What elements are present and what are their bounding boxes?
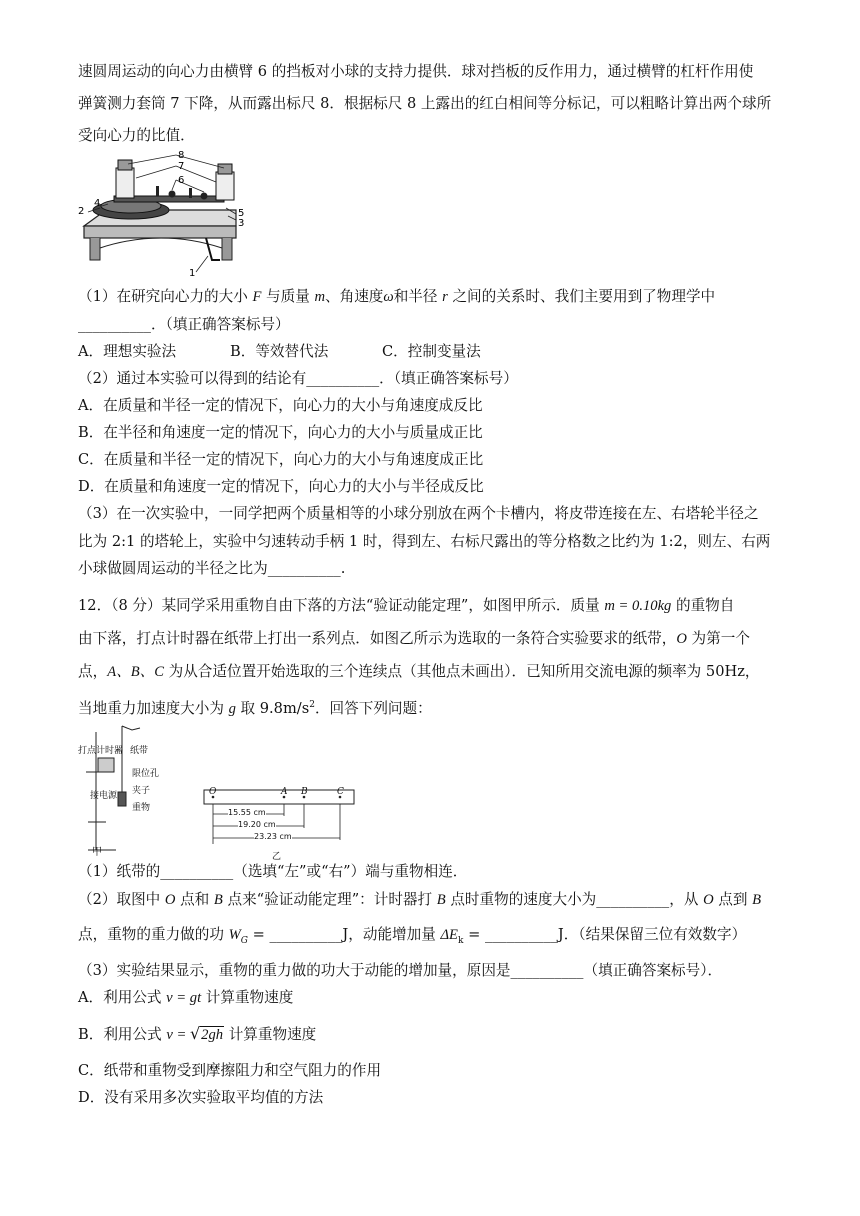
distance-ob: 19.20 cm [238, 820, 276, 829]
label-hole: 限位孔 [132, 769, 160, 779]
option-a: A．理想实验法 [78, 343, 177, 360]
q11-part1-blank: __________．（填正确答案标号） [78, 316, 290, 333]
q11-part2-option-c: C．在质量和半径一定的情况下，向心力的大小与角速度成正比 [78, 451, 484, 468]
fig1-label-4: 4 [94, 198, 101, 209]
option-b: B．等效替代法 [230, 343, 329, 360]
q11-part2-option-a: A．在质量和半径一定的情况下，向心力的大小与角速度成反比 [78, 397, 483, 414]
q12-part3-option-d: D．没有采用多次实验取平均值的方法 [78, 1089, 324, 1106]
label-tape: 纸带 [130, 746, 149, 756]
q11-part1: （1）在研究向心力的大小 F 与质量 m、角速度ω和半径 r 之间的关系时、我们主要用到了物理学中 [78, 288, 716, 305]
q11-part2-option-b: B．在半径和角速度一定的情况下，向心力的大小与质量成正比 [78, 424, 483, 441]
fig1-label-7: 7 [178, 161, 185, 172]
q12-part3-option-b: B．利用公式 v = √2gh 计算重物速度 [78, 1024, 317, 1043]
fig1-label-3: 3 [238, 218, 245, 229]
distance-oa: 15.55 cm [228, 808, 266, 817]
q11-part2: （2）通过本实验可以得到的结论有__________．（填正确答案标号） [78, 370, 518, 387]
tape-point-b: B [301, 787, 308, 797]
label-power: 接电源 [90, 791, 118, 801]
label-weight: 重物 [132, 803, 151, 813]
q12-part3-option-c: C．纸带和重物受到摩擦阻力和空气阻力的作用 [78, 1062, 382, 1079]
intro-line-2: 弹簧测力套筒 7 下降，从而露出标尺 8．根据标尺 8 上露出的红白相间等分标记，可以粗略计算出两个球所 [78, 95, 772, 112]
fig1-label-1: 1 [189, 268, 196, 279]
q12-part2-line1: （2）取图中 O 点和 B 点来“验证动能定理”：计时器打 B 点时重物的速度大小为__________，从 O 点到 B [78, 891, 761, 908]
caption-jia: 甲 [92, 847, 102, 858]
distance-oc: 23.23 cm [254, 832, 292, 841]
q11-part1-options [78, 342, 481, 362]
caption-yi: 乙 [272, 852, 282, 862]
q12-part2-line2: 点，重物的重力做的功 $W_G$ = __________J，动能增加量 $\Delta E_k$ = __________J．（结果保留三位有效数字） [78, 926, 747, 946]
q12-part3-option-a: A．利用公式 v = gt 计算重物速度 [78, 989, 294, 1006]
q12-line1: 12．（8 分）某同学采用重物自由下落的方法“验证动能定理”，如图甲所示．质量 m = 0.10kg 的重物自 [78, 597, 735, 614]
q11-part3-line1: （3）在一次实验中，一同学把两个质量相等的小球分别放在两个卡槽内，将皮带连接在左、右塔轮半径之 [78, 505, 759, 522]
q12-line3: 点，A、B、C 为从合适位置开始选取的三个连续点（其他点未画出）．已知所用交流电源的频率为 50Hz， [78, 663, 760, 680]
intro-line-1: 速圆周运动的向心力由横臂 6 的挡板对小球的支持力提供．球对挡板的反作用力，通过横臂的杠杆作用使 [78, 63, 754, 80]
q12-line4: 当地重力加速度大小为 g 取 $9.8m/s^2$．回答下列问题： [78, 699, 432, 717]
q11-part3-line3: 小球做圆周运动的半径之比为__________. [78, 560, 346, 577]
q12-line2: 由下落，打点计时器在纸带上打出一系列点．如图乙所示为选取的一条符合实验要求的纸带，O 为第一个 [78, 630, 750, 647]
tape-point-o: O [209, 787, 217, 797]
q11-part3-line2: 比为 2:1 的塔轮上，实验中匀速转动手柄 1 时，得到左、右标尺露出的等分格数之比约为 1:2，则左、右两 [78, 533, 771, 550]
option-c: C．控制变量法 [382, 343, 481, 360]
q12-part1: （1）纸带的__________（选填“左”或“右”）端与重物相连． [78, 863, 468, 880]
intro-line-3: 受向心力的比值． [78, 127, 195, 144]
tape-point-a: A [281, 787, 288, 797]
q11-part2-option-d: D．在质量和角速度一定的情况下，向心力的大小与半径成反比 [78, 478, 484, 495]
fig1-label-2: 2 [78, 206, 85, 217]
fig1-label-6: 6 [178, 175, 185, 186]
centripetal-apparatus-figure [76, 148, 246, 280]
tape-point-c: C [337, 787, 344, 797]
q12-part3: （3）实验结果显示，重物的重力做的功大于动能的增加量，原因是__________（填正确答案标号）． [78, 962, 723, 979]
label-timer: 打点计时器 [78, 746, 124, 756]
fig1-label-5: 5 [238, 208, 245, 219]
label-clip: 夹子 [132, 786, 151, 796]
fig1-label-8: 8 [178, 150, 185, 161]
